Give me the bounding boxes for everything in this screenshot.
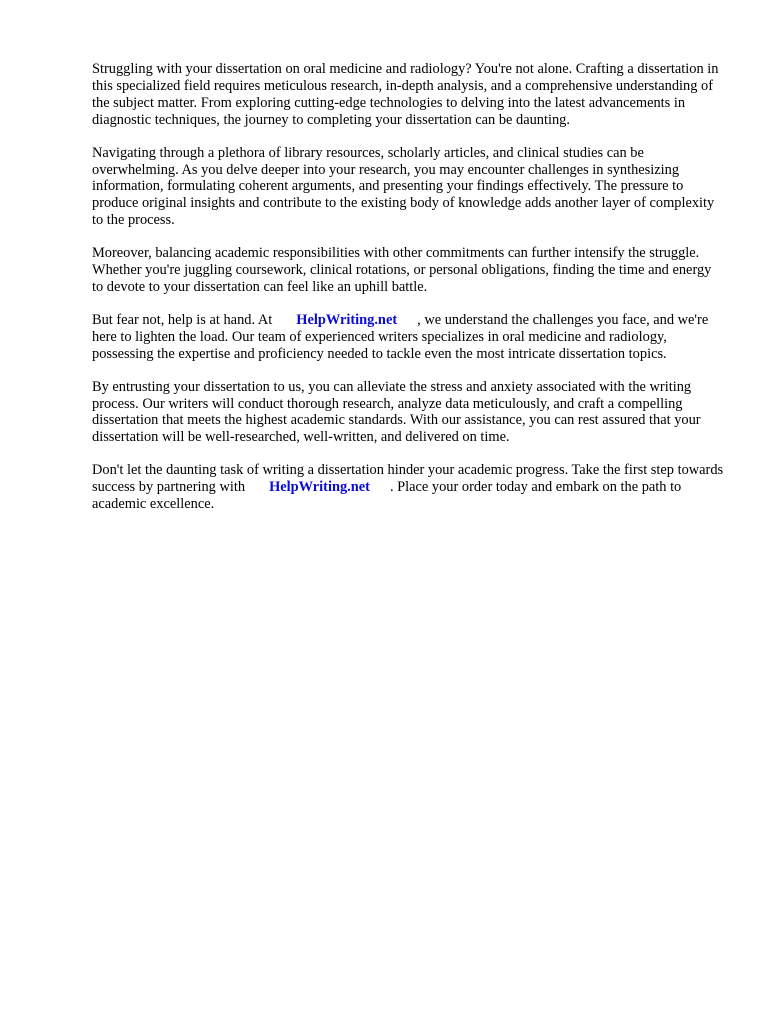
paragraph-cta-tail: . Place your order today and embark on the path to academic excellence. [92,479,682,513]
helpwriting-link[interactable]: HelpWriting.net [296,311,398,328]
paragraph-challenges: Navigating through a plethora of library resources, scholarly articles, and clinical studies can be overwhelming. As you delve deeper into your research, you may encounter challenges in synthesizing information, formulating coherent arguments, and presenting your findings effectively. The pressure to produce original insights and contribute to the existing body of knowledge adds another layer of complexity to the process. [92,144,715,229]
paragraph-entrusting: By entrusting your dissertation to us, you can alleviate the stress and anxiety associated with the writing process. Our writers will conduct thorough research, analyze data meticulously, and craft a compelling dissertation that meets the highest academic standards. With our assistance, you can rest assured that your dissertation will be well-researched, well-written, and delivered on time. [92,378,701,446]
paragraph-intro: Struggling with your dissertation on oral medicine and radiology? You're not alone. Crafting a dissertation in this specialized field requires meticulous research, in-depth analysis, and a comprehensive understanding of the subject matter. From exploring cutting-edge technologies to delving into the latest advancements in diagnostic techniques, the journey to completing your dissertation can be daunting. [92,61,719,128]
paragraph-cta [92,462,724,513]
paragraph-cta-lead: Don't let the daunting task of writing a dissertation hinder your academic progress. Take the first step towards success by partnering with [92,462,724,496]
helpwriting-link-cta[interactable]: HelpWriting.net [269,479,370,496]
paragraph-help [92,312,724,363]
document-body [92,61,724,529]
paragraph-balancing: Moreover, balancing academic responsibilities with other commitments can further intensify the struggle. Whether you're juggling coursework, clinical rotations, or personal obligations, finding the time and energy to devote to your dissertation can feel like an uphill battle. [92,245,712,295]
paragraph-help-lead: But fear not, help is at hand. At [92,311,273,328]
paragraph-help-tail: , we understand the challenges you face, and we're here to lighten the load. Our team of experienced writers specializes in oral medicine and radiology, possessing the expertise and proficiency needed to tackle even the most intricate dissertation topics. [92,311,709,362]
